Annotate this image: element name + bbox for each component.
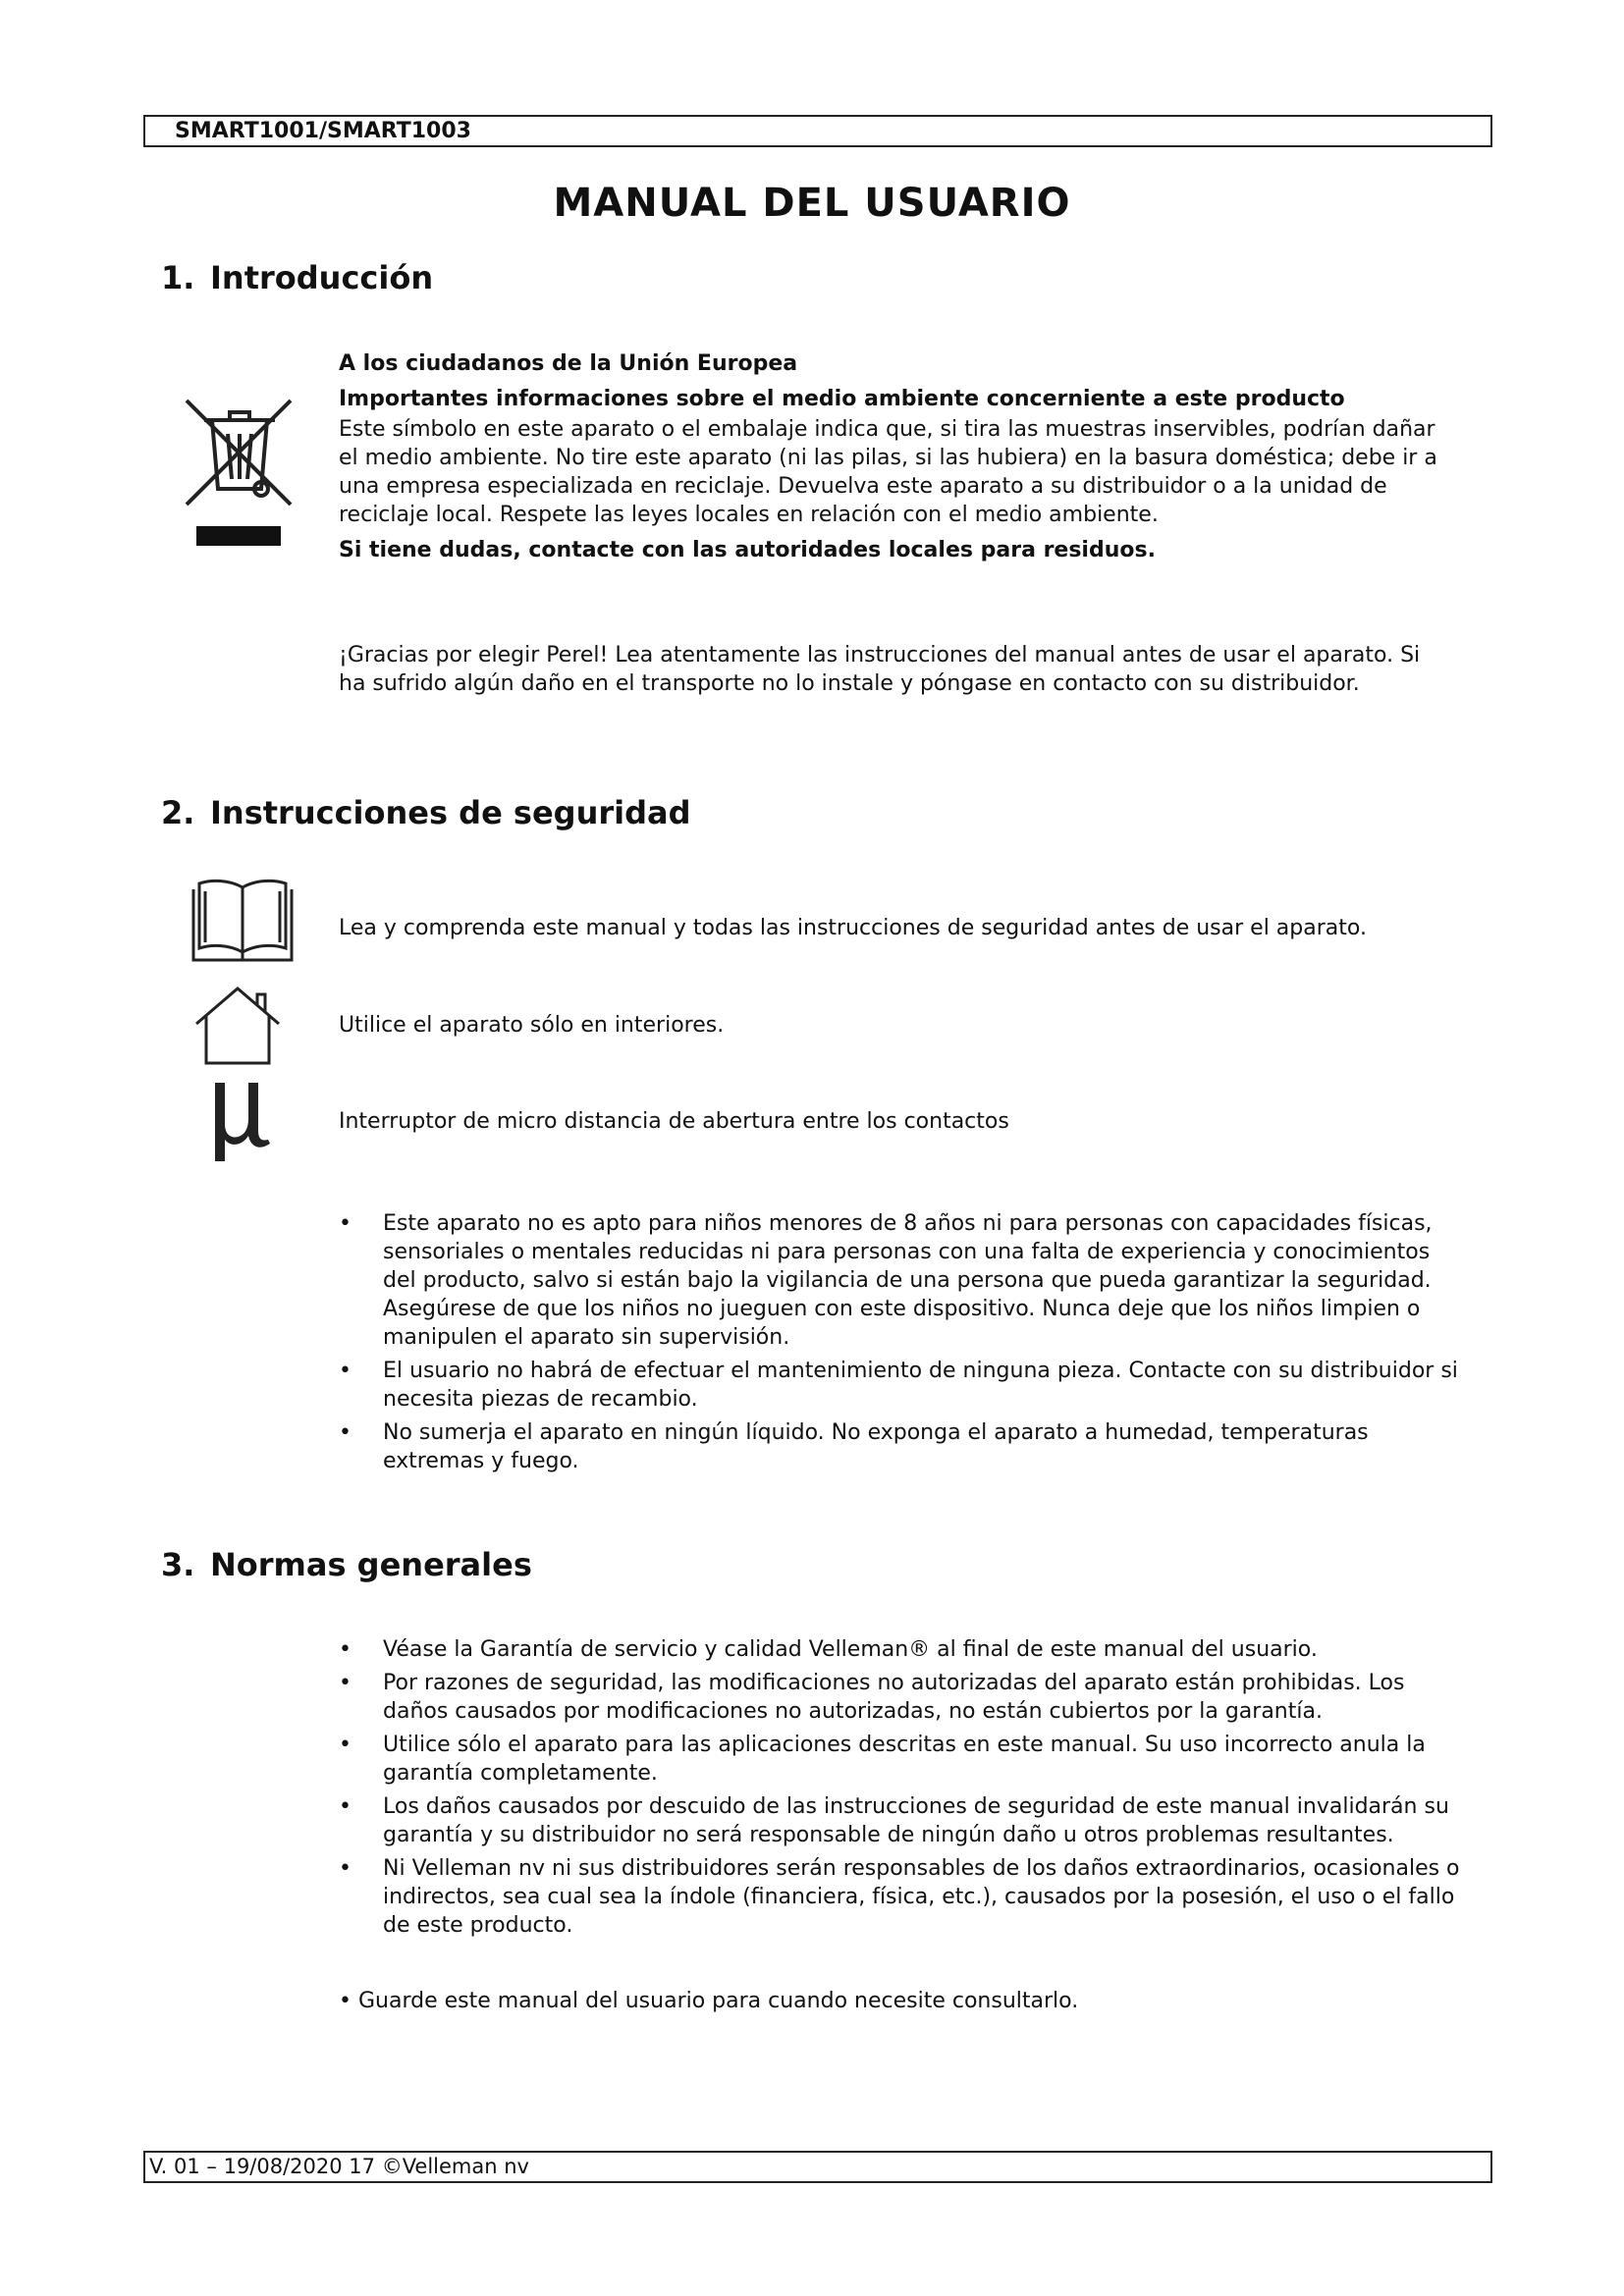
section-number: 2. bbox=[161, 794, 195, 831]
micro-gap-switch-text: Interruptor de micro distancia de abertura entre los contactos bbox=[339, 1109, 1009, 1134]
section-number: 3. bbox=[161, 1546, 195, 1583]
list-item: • El usuario no habrá de efectuar el mantenimiento de ninguna pieza. Contacte con su distribuidor si necesita piezas de recambio. bbox=[339, 1357, 1468, 1414]
read-manual-text: Lea y comprenda este manual y todas las instrucciones de seguridad antes de usar el aparato. bbox=[339, 916, 1367, 940]
section-title: Normas generales bbox=[210, 1546, 532, 1583]
eu-body: Este símbolo en este aparato o el embalaje indica que, si tira las muestras inservibles, podrían dañar el medio ambiente. No tire este aparato (ni las pilas, si las hubiera) en la basura doméstica; debe ir a una empresa especializada en reciclaje. Devuelva este aparato a su distribuidor o a la unidad de reciclaje local. Respete las leyes locales en relación con el medio ambiente. bbox=[339, 417, 1437, 527]
section-heading-intro bbox=[161, 259, 433, 296]
list-item: • Este aparato no es apto para niños menores de 8 años ni para personas con capacidades físicas, sensoriales o mentales reducidas ni para personas con una falta de experiencia y conocimientos del producto, salvo si están bajo la vigilancia de una persona que pueda garantizar la seguridad. Asegúrese de que los niños no jueguen con este dispositivo. Nunca deje que los niños limpien o manipulen el aparato sin supervisión. bbox=[339, 1209, 1468, 1352]
list-item: • Ni Velleman nv ni sus distribuidores serán responsables de los daños extraordinarios, ocasionales o indirectos, sea cual sea la índole (financiera, física, etc.), causados por la posesión, el uso o el fallo de este producto. bbox=[339, 1854, 1468, 1940]
general-bullets bbox=[339, 1635, 1468, 1945]
section-title: Introducción bbox=[210, 259, 434, 296]
list-item: • Los daños causados por descuido de las instrucciones de seguridad de este manual invalidarán su garantía y su distribuidor no será responsable de ningún daño u otros problemas resultantes. bbox=[339, 1792, 1468, 1849]
eu-environment-notice bbox=[339, 349, 1448, 564]
indoor-use-text: Utilice el aparato sólo en interiores. bbox=[339, 1013, 725, 1038]
list-item: • No sumerja el aparato en ningún líquido. No exponga el aparato a humedad, temperaturas extremas y fuego. bbox=[339, 1418, 1468, 1475]
model-header bbox=[143, 115, 1492, 147]
safety-bullets bbox=[339, 1209, 1468, 1480]
eu-subtitle: Importantes informaciones sobre el medio ambiente concerniente a este producto bbox=[339, 387, 1345, 411]
thanks-paragraph: ¡Gracias por elegir Perel! Lea atentamente las instrucciones del manual antes de usar el aparato. Si ha sufrido algún daño en el transporte no lo instale y póngase en contacto con su distribuidor. bbox=[339, 643, 1421, 696]
page-footer bbox=[143, 2151, 1492, 2183]
eu-contact: Si tiene dudas, contacte con las autoridades locales para residuos. bbox=[339, 538, 1156, 562]
section-number: 1. bbox=[161, 259, 195, 296]
read-manual-book-icon bbox=[189, 874, 296, 968]
list-item: • Utilice sólo el aparato para las aplicaciones descritas en este manual. Su uso incorrecto anula la garantía completamente. bbox=[339, 1731, 1468, 1788]
weee-bin-icon bbox=[183, 395, 297, 552]
section-heading-general bbox=[161, 1546, 532, 1583]
indoor-use-house-icon bbox=[192, 985, 283, 1067]
section-title: Instrucciones de seguridad bbox=[210, 794, 691, 831]
micro-gap-switch-icon bbox=[203, 1079, 272, 1163]
page-title: MANUAL DEL USUARIO bbox=[553, 181, 1071, 226]
footer-text: V. 01 – 19/08/2020 17 ©Velleman nv bbox=[149, 2155, 529, 2178]
list-item: • Por razones de seguridad, las modificaciones no autorizadas del aparato están prohibidas. Los daños causados por modificaciones no autorizadas, no están cubiertos por la garantía. bbox=[339, 1669, 1468, 1726]
section-heading-safety bbox=[161, 794, 691, 831]
eu-title: A los ciudadanos de la Unión Europea bbox=[339, 351, 798, 376]
list-item: • Véase la Garantía de servicio y calidad Velleman® al final de este manual del usuario. bbox=[339, 1635, 1468, 1664]
model-name: SMART1001/SMART1003 bbox=[175, 119, 471, 143]
keep-manual-bullet: • Guarde este manual del usuario para cuando necesite consultarlo. bbox=[339, 1989, 1079, 2013]
